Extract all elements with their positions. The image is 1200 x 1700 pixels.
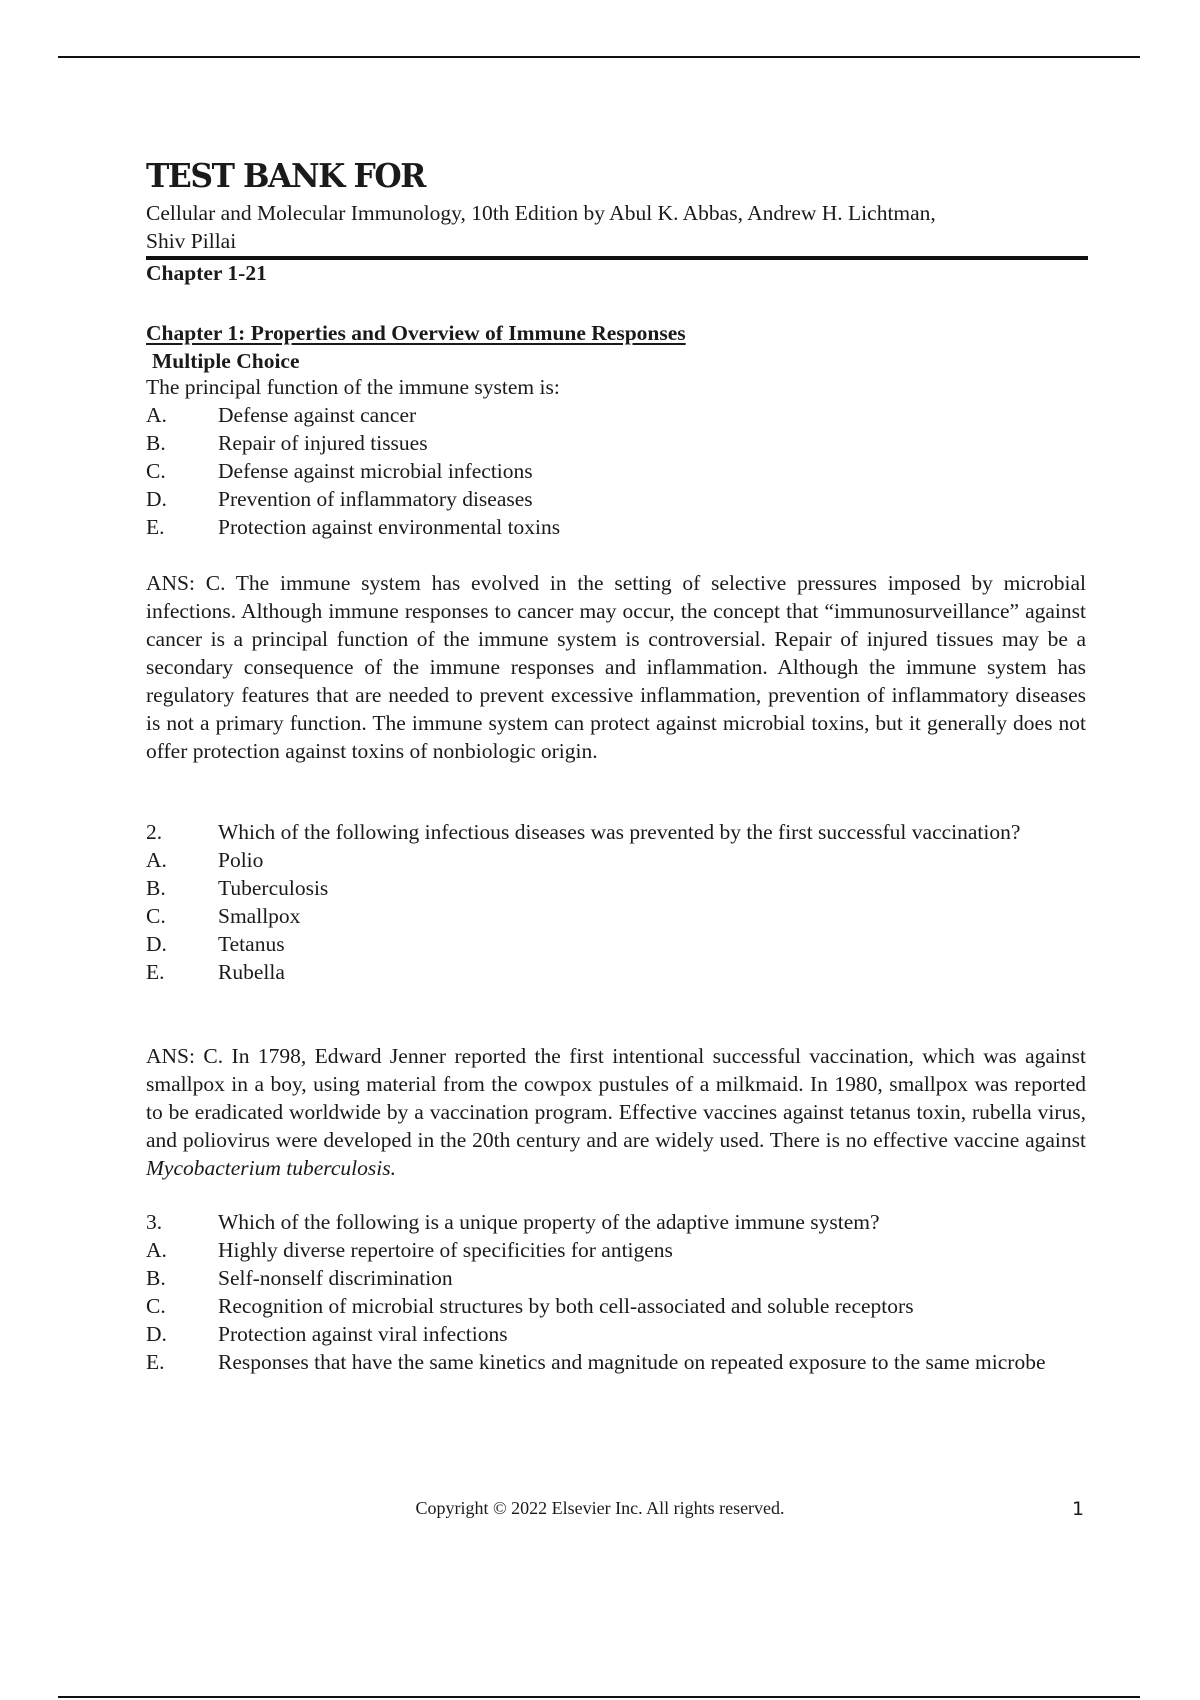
option-letter: A. xyxy=(146,1238,167,1262)
option-text: Highly diverse repertoire of specificities for antigens xyxy=(218,1238,673,1262)
option-letter: B. xyxy=(146,876,166,900)
option-text: Recognition of microbial structures by both cell-associated and soluble receptors xyxy=(218,1294,914,1318)
section-heading: Multiple Choice xyxy=(152,349,300,373)
option-a xyxy=(146,401,1086,429)
bottom-rule xyxy=(58,1696,1140,1698)
option-c xyxy=(146,457,1086,485)
option-c xyxy=(146,902,1086,930)
option-letter: C. xyxy=(146,904,166,928)
option-letter: D. xyxy=(146,932,167,956)
option-text: Protection against environmental toxins xyxy=(218,515,561,539)
subtitle-line: Shiv Pillai xyxy=(146,229,237,253)
answer-text: ANS: C. In 1798, Edward Jenner reported the first intentional successful vaccination, which was against smallpox in a boy, using material from the cowpox pustules of a milkmaid. In 1980, smallpox was reported to be eradicated worldwide by a vaccination program. Effective vaccines against tetanus toxin, rubella virus, and poliovirus were developed in the 20th century and are widely used. There is no effective vaccine against xyxy=(146,1044,1086,1152)
option-e xyxy=(146,1348,1086,1376)
option-c xyxy=(146,1292,1086,1320)
option-text: Repair of injured tissues xyxy=(218,431,428,455)
answer-1: ANS: C. The immune system has evolved in the setting of selective pressures imposed by microbial infections. Although immune responses to cancer may occur, the concept that “immunosurveillance” against cancer is a principal function of the immune system is controversial. Repair of injured tissues may be a secondary consequence of the immune responses and inflammation. Although the immune system has regulatory features that are needed to prevent excessive inflammation, prevention of inflammatory diseases is not a primary function. The immune system can protect against microbial toxins, but it generally does not offer protection against toxins of nonbiologic origin. xyxy=(146,571,1086,763)
chapter-range: Chapter 1-21 xyxy=(146,261,267,285)
question-text xyxy=(146,1208,1086,1236)
option-text: Self-nonself discrimination xyxy=(218,1266,453,1290)
option-letter: A. xyxy=(146,403,167,427)
option-letter: D. xyxy=(146,487,167,511)
option-e xyxy=(146,958,1086,986)
option-a xyxy=(146,846,1086,874)
option-b xyxy=(146,874,1086,902)
option-text: Smallpox xyxy=(218,904,301,928)
document-title: TEST BANK FOR xyxy=(146,156,425,195)
option-b xyxy=(146,1264,1086,1292)
question-3 xyxy=(146,1208,1086,1376)
option-text: Prevention of inflammatory diseases xyxy=(218,487,533,511)
option-letter: C. xyxy=(146,459,166,483)
option-letter: E. xyxy=(146,960,165,984)
option-a xyxy=(146,1236,1086,1264)
option-b xyxy=(146,429,1086,457)
option-letter: E. xyxy=(146,515,165,539)
copyright: Copyright © 2022 Elsevier Inc. All rights reserved. xyxy=(415,1498,785,1518)
option-letter: C. xyxy=(146,1294,166,1318)
question-2 xyxy=(146,818,1086,986)
option-letter: B. xyxy=(146,1266,166,1290)
subtitle-line: Cellular and Molecular Immunology, 10th Edition by Abul K. Abbas, Andrew H. Lichtman, xyxy=(146,201,936,225)
page-number: 1 xyxy=(1072,1498,1085,1520)
option-letter: D. xyxy=(146,1322,167,1346)
answer-italic-text: Mycobacterium tuberculosis. xyxy=(146,1156,396,1180)
question-body: Which of the following infectious diseases was prevented by the first successful vaccination? xyxy=(218,820,1021,844)
question-number: 2. xyxy=(146,820,163,844)
option-d xyxy=(146,485,1086,513)
option-text: Responses that have the same kinetics and magnitude on repeated exposure to the same microbe xyxy=(218,1350,1046,1374)
option-d xyxy=(146,930,1086,958)
question-body: Which of the following is a unique property of the adaptive immune system? xyxy=(218,1210,880,1234)
option-letter: E. xyxy=(146,1350,165,1374)
option-letter: B. xyxy=(146,431,166,455)
option-text: Defense against cancer xyxy=(218,403,417,427)
option-d xyxy=(146,1320,1086,1348)
option-text: Polio xyxy=(218,848,264,872)
option-text: Tetanus xyxy=(218,932,285,956)
book-subtitle xyxy=(146,199,1086,255)
option-text: Protection against viral infections xyxy=(218,1322,508,1346)
question-number: 3. xyxy=(146,1210,163,1234)
question-text xyxy=(146,818,1086,846)
option-letter: A. xyxy=(146,848,167,872)
top-rule xyxy=(58,56,1140,58)
answer-2 xyxy=(146,1042,1086,1182)
option-text: Defense against microbial infections xyxy=(218,459,533,483)
chapter-heading: Chapter 1: Properties and Overview of Immune Responses xyxy=(146,321,686,345)
question-1 xyxy=(146,373,1086,541)
option-e xyxy=(146,513,1086,541)
option-text: Rubella xyxy=(218,960,285,984)
option-text: Tuberculosis xyxy=(218,876,329,900)
question-text: The principal function of the immune system is: xyxy=(146,375,560,399)
